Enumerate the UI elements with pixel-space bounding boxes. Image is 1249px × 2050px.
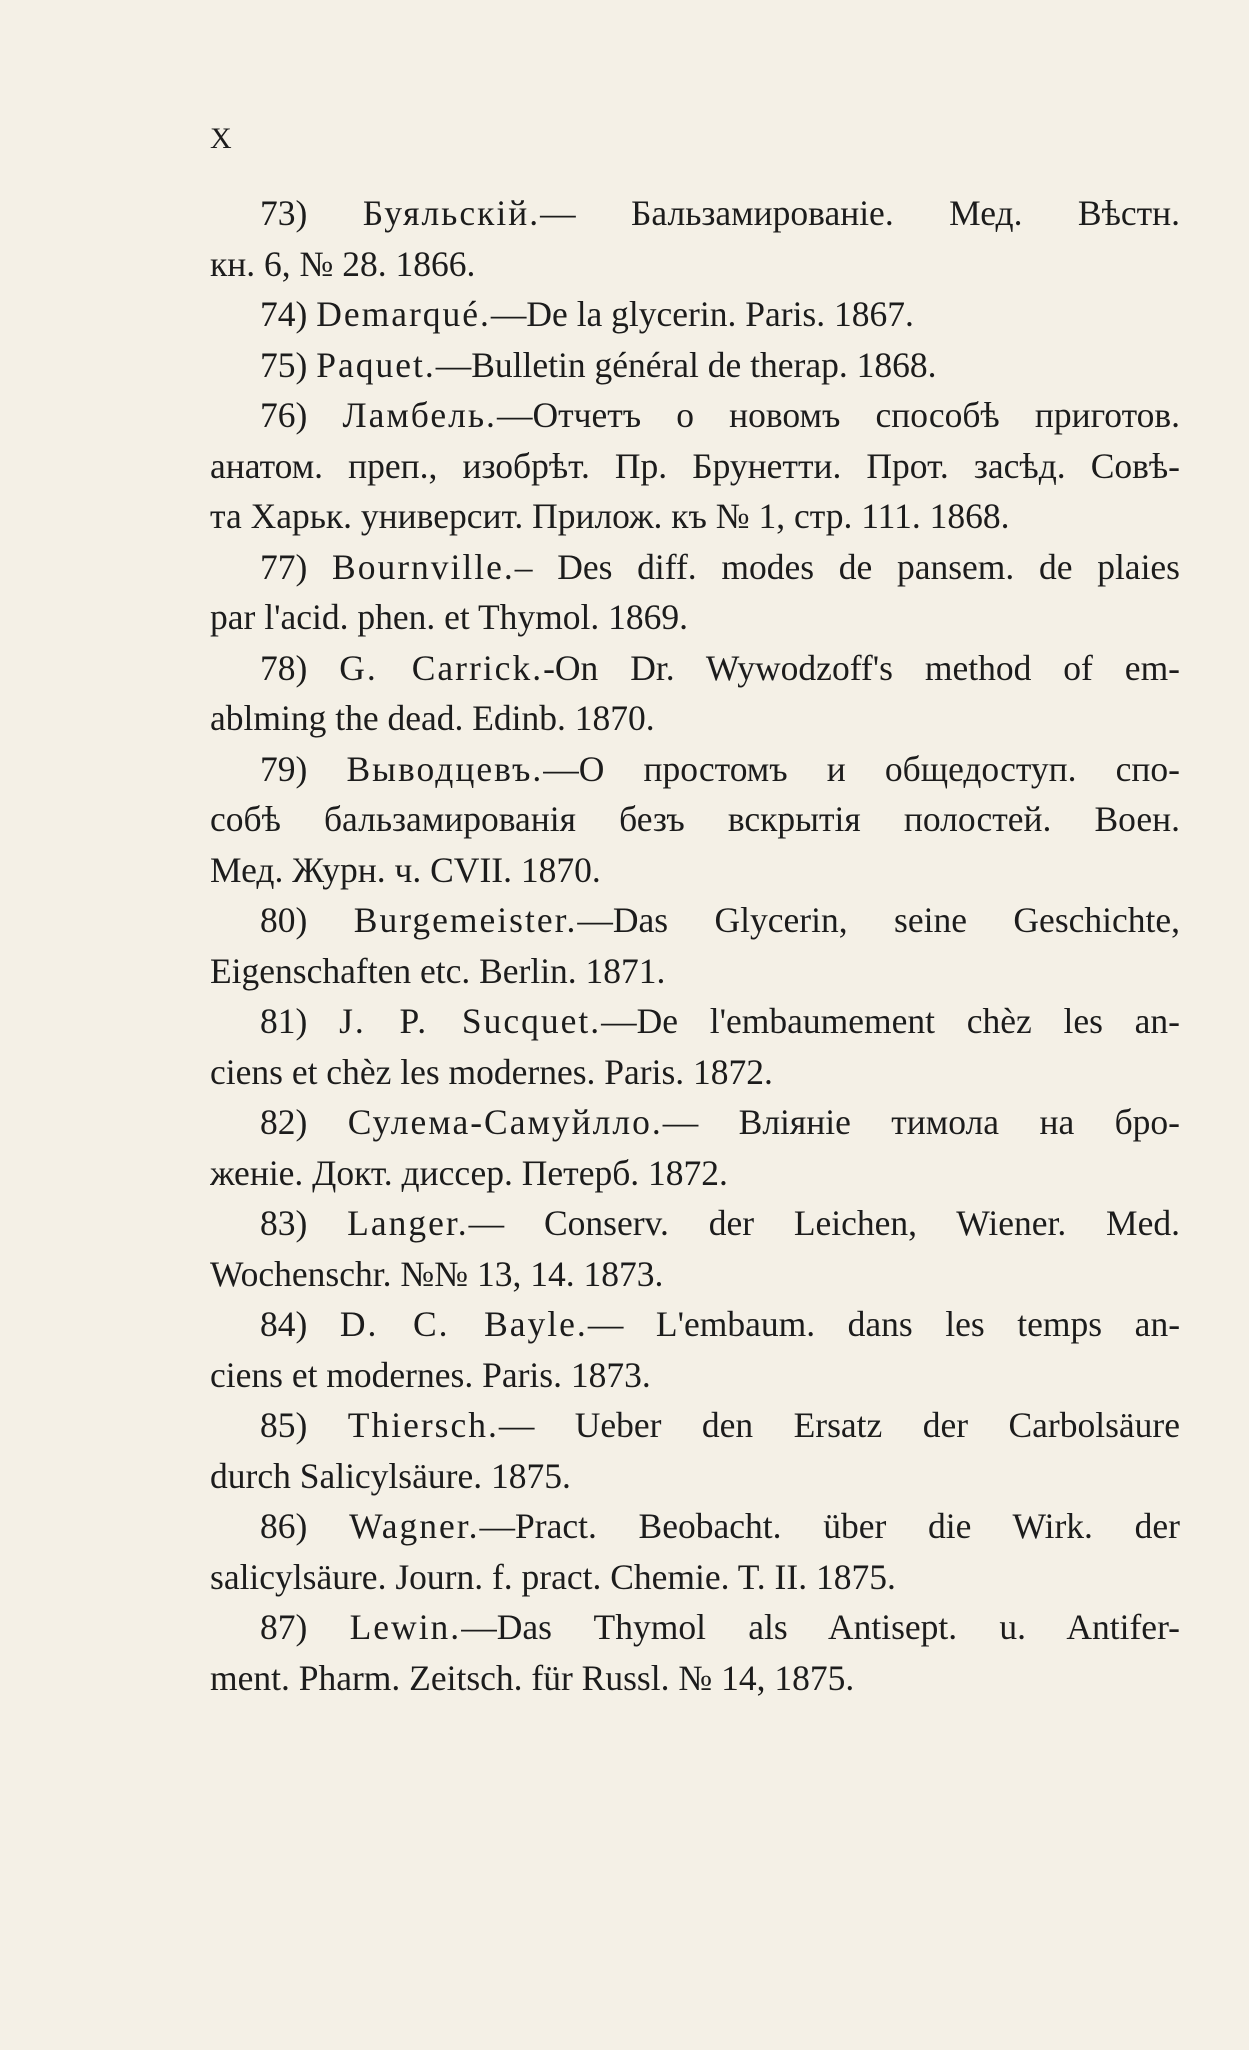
reference-line: [210, 289, 1180, 340]
reference-text: кн. 6, № 28. 1866.: [210, 243, 476, 284]
reference-number: 73): [260, 193, 308, 233]
reference-item: [210, 1501, 1180, 1602]
reference-text: —De la glycerin. Paris. 1867.: [490, 294, 914, 334]
reference-text: —Pract. Beobacht. über die Wirk. der: [479, 1506, 1180, 1546]
reference-number: 81): [260, 1001, 308, 1041]
reference-author: Thiersch.: [347, 1405, 499, 1445]
reference-item: [210, 542, 1180, 643]
reference-author: Paquet.: [316, 344, 436, 385]
reference-line: [210, 996, 1180, 1047]
reference-text: ciens et chèz les modernes. Paris. 1872.: [210, 1051, 773, 1092]
reference-number: 75): [260, 344, 308, 385]
reference-author: D. C. Bayle.: [339, 1304, 588, 1344]
reference-item: [210, 1400, 1180, 1501]
reference-line: [210, 340, 1180, 391]
reference-line: [210, 794, 1180, 845]
reference-number: 85): [260, 1405, 308, 1445]
reference-text: —О простомъ и общедоступ. спо-: [543, 748, 1180, 789]
reference-item: [210, 996, 1180, 1097]
reference-text: -On Dr. Wywodzoff's method of em-: [543, 647, 1180, 688]
reference-text: собѣ бальзамированія безъ вскрытія полостей. Воен.: [210, 799, 1180, 839]
reference-line: [210, 1501, 1180, 1552]
reference-author: Ламбель.: [342, 395, 497, 435]
reference-text: —Отчетъ о новомъ способѣ приготов.: [496, 395, 1180, 435]
reference-list: [210, 188, 1180, 1703]
reference-number: 76): [260, 395, 308, 435]
reference-text: — Ueber den Ersatz der Carbolsäure: [498, 1405, 1180, 1445]
reference-number: 80): [260, 900, 308, 940]
reference-number: 83): [260, 1203, 308, 1243]
reference-line: [210, 1198, 1180, 1249]
reference-number: 84): [260, 1304, 308, 1344]
reference-item: [210, 1602, 1180, 1703]
reference-item: [210, 340, 1180, 391]
reference-number: 78): [260, 647, 308, 688]
reference-number: 82): [260, 1102, 308, 1142]
reference-text: —Bulletin général de therap. 1868.: [435, 344, 937, 385]
reference-author: Lewin.: [349, 1607, 462, 1647]
reference-item: [210, 289, 1180, 340]
reference-line: [210, 1299, 1180, 1350]
reference-line: [210, 1249, 1180, 1300]
reference-text: ciens et modernes. Paris. 1873.: [210, 1354, 651, 1395]
reference-line: [210, 1602, 1180, 1653]
reference-line: [210, 1451, 1180, 1502]
reference-line: [210, 542, 1180, 593]
reference-text: – Des diff. modes de pansem. de plaies: [514, 546, 1180, 587]
reference-author: Wagner.: [349, 1506, 480, 1546]
reference-number: 86): [260, 1506, 308, 1546]
reference-text: —Das Glycerin, seine Geschichte,: [577, 900, 1180, 940]
reference-text: та Харьк. университ. Прилож. къ № 1, стр. 111. 1868.: [210, 496, 1010, 536]
reference-text: — L'embaum. dans les temps an-: [587, 1304, 1180, 1344]
reference-line: [210, 946, 1180, 997]
reference-line: [210, 744, 1180, 795]
reference-item: [210, 1299, 1180, 1400]
reference-item: [210, 643, 1180, 744]
reference-text: Wochenschr. №№ 13, 14. 1873.: [210, 1253, 664, 1294]
reference-text: анатом. преп., изобрѣт. Пр. Брунетти. Прот. засѣд. Совѣ-: [210, 445, 1180, 486]
reference-author: Demarqué.: [316, 294, 491, 334]
reference-text: Eigenschaften etc. Berlin. 1871.: [210, 950, 666, 991]
reference-author: G. Carrick.: [339, 647, 544, 688]
reference-line: [210, 1350, 1180, 1401]
reference-item: [210, 895, 1180, 996]
reference-text: — Бальзамированіе. Мед. Вѣстн.: [540, 193, 1180, 233]
reference-text: par l'acid. phen. et Thymol. 1869.: [210, 597, 688, 637]
reference-item: [210, 188, 1180, 289]
reference-number: 79): [260, 748, 308, 789]
reference-line: [210, 1148, 1180, 1199]
reference-text: durch Salicylsäure. 1875.: [210, 1455, 571, 1496]
reference-item: [210, 1097, 1180, 1198]
reference-author: J. P. Sucquet.: [339, 1001, 602, 1041]
reference-line: [210, 1400, 1180, 1451]
reference-text: Мед. Журн. ч. CVII. 1870.: [210, 849, 601, 890]
reference-line: [210, 693, 1180, 744]
reference-number: 74): [260, 294, 308, 334]
reference-line: [210, 643, 1180, 694]
reference-line: [210, 1097, 1180, 1148]
reference-text: — Conserv. der Leichen, Wiener. Med.: [468, 1203, 1180, 1243]
reference-line: [210, 188, 1180, 239]
reference-line: [210, 1653, 1180, 1704]
reference-line: [210, 441, 1180, 492]
reference-line: [210, 390, 1180, 441]
reference-line: [210, 895, 1180, 946]
reference-author: Burgemeister.: [353, 900, 578, 940]
reference-text: —De l'embaumement chèz les an-: [601, 1001, 1180, 1041]
reference-text: ablming the dead. Edinb. 1870.: [210, 698, 655, 738]
reference-item: [210, 390, 1180, 542]
page-number: X: [210, 122, 233, 155]
reference-text: ment. Pharm. Zeitsch. für Russl. № 14, 1875.: [210, 1657, 855, 1698]
reference-item: [210, 1198, 1180, 1299]
reference-author: Буяльскій.: [362, 193, 541, 233]
reference-line: [210, 491, 1180, 542]
reference-line: [210, 845, 1180, 896]
reference-line: [210, 1552, 1180, 1603]
reference-author: Сулема-Самуйлло.: [347, 1102, 663, 1142]
reference-line: [210, 239, 1180, 290]
reference-line: [210, 592, 1180, 643]
reference-line: [210, 1047, 1180, 1098]
reference-text: женіе. Докт. диссер. Петерб. 1872.: [210, 1152, 728, 1193]
reference-author: Выводцевъ.: [346, 748, 544, 789]
reference-author: Langer.: [347, 1203, 469, 1243]
reference-number: 87): [260, 1607, 308, 1647]
reference-item: [210, 744, 1180, 896]
reference-text: —Das Thymol als Antisept. u. Antifer-: [461, 1607, 1180, 1647]
reference-text: — Вліяніе тимола на бро-: [662, 1102, 1180, 1142]
reference-author: Bournville.: [332, 546, 515, 587]
reference-text: salicylsäure. Journ. f. pract. Chemie. T. II. 1875.: [210, 1556, 896, 1597]
reference-number: 77): [260, 546, 308, 587]
